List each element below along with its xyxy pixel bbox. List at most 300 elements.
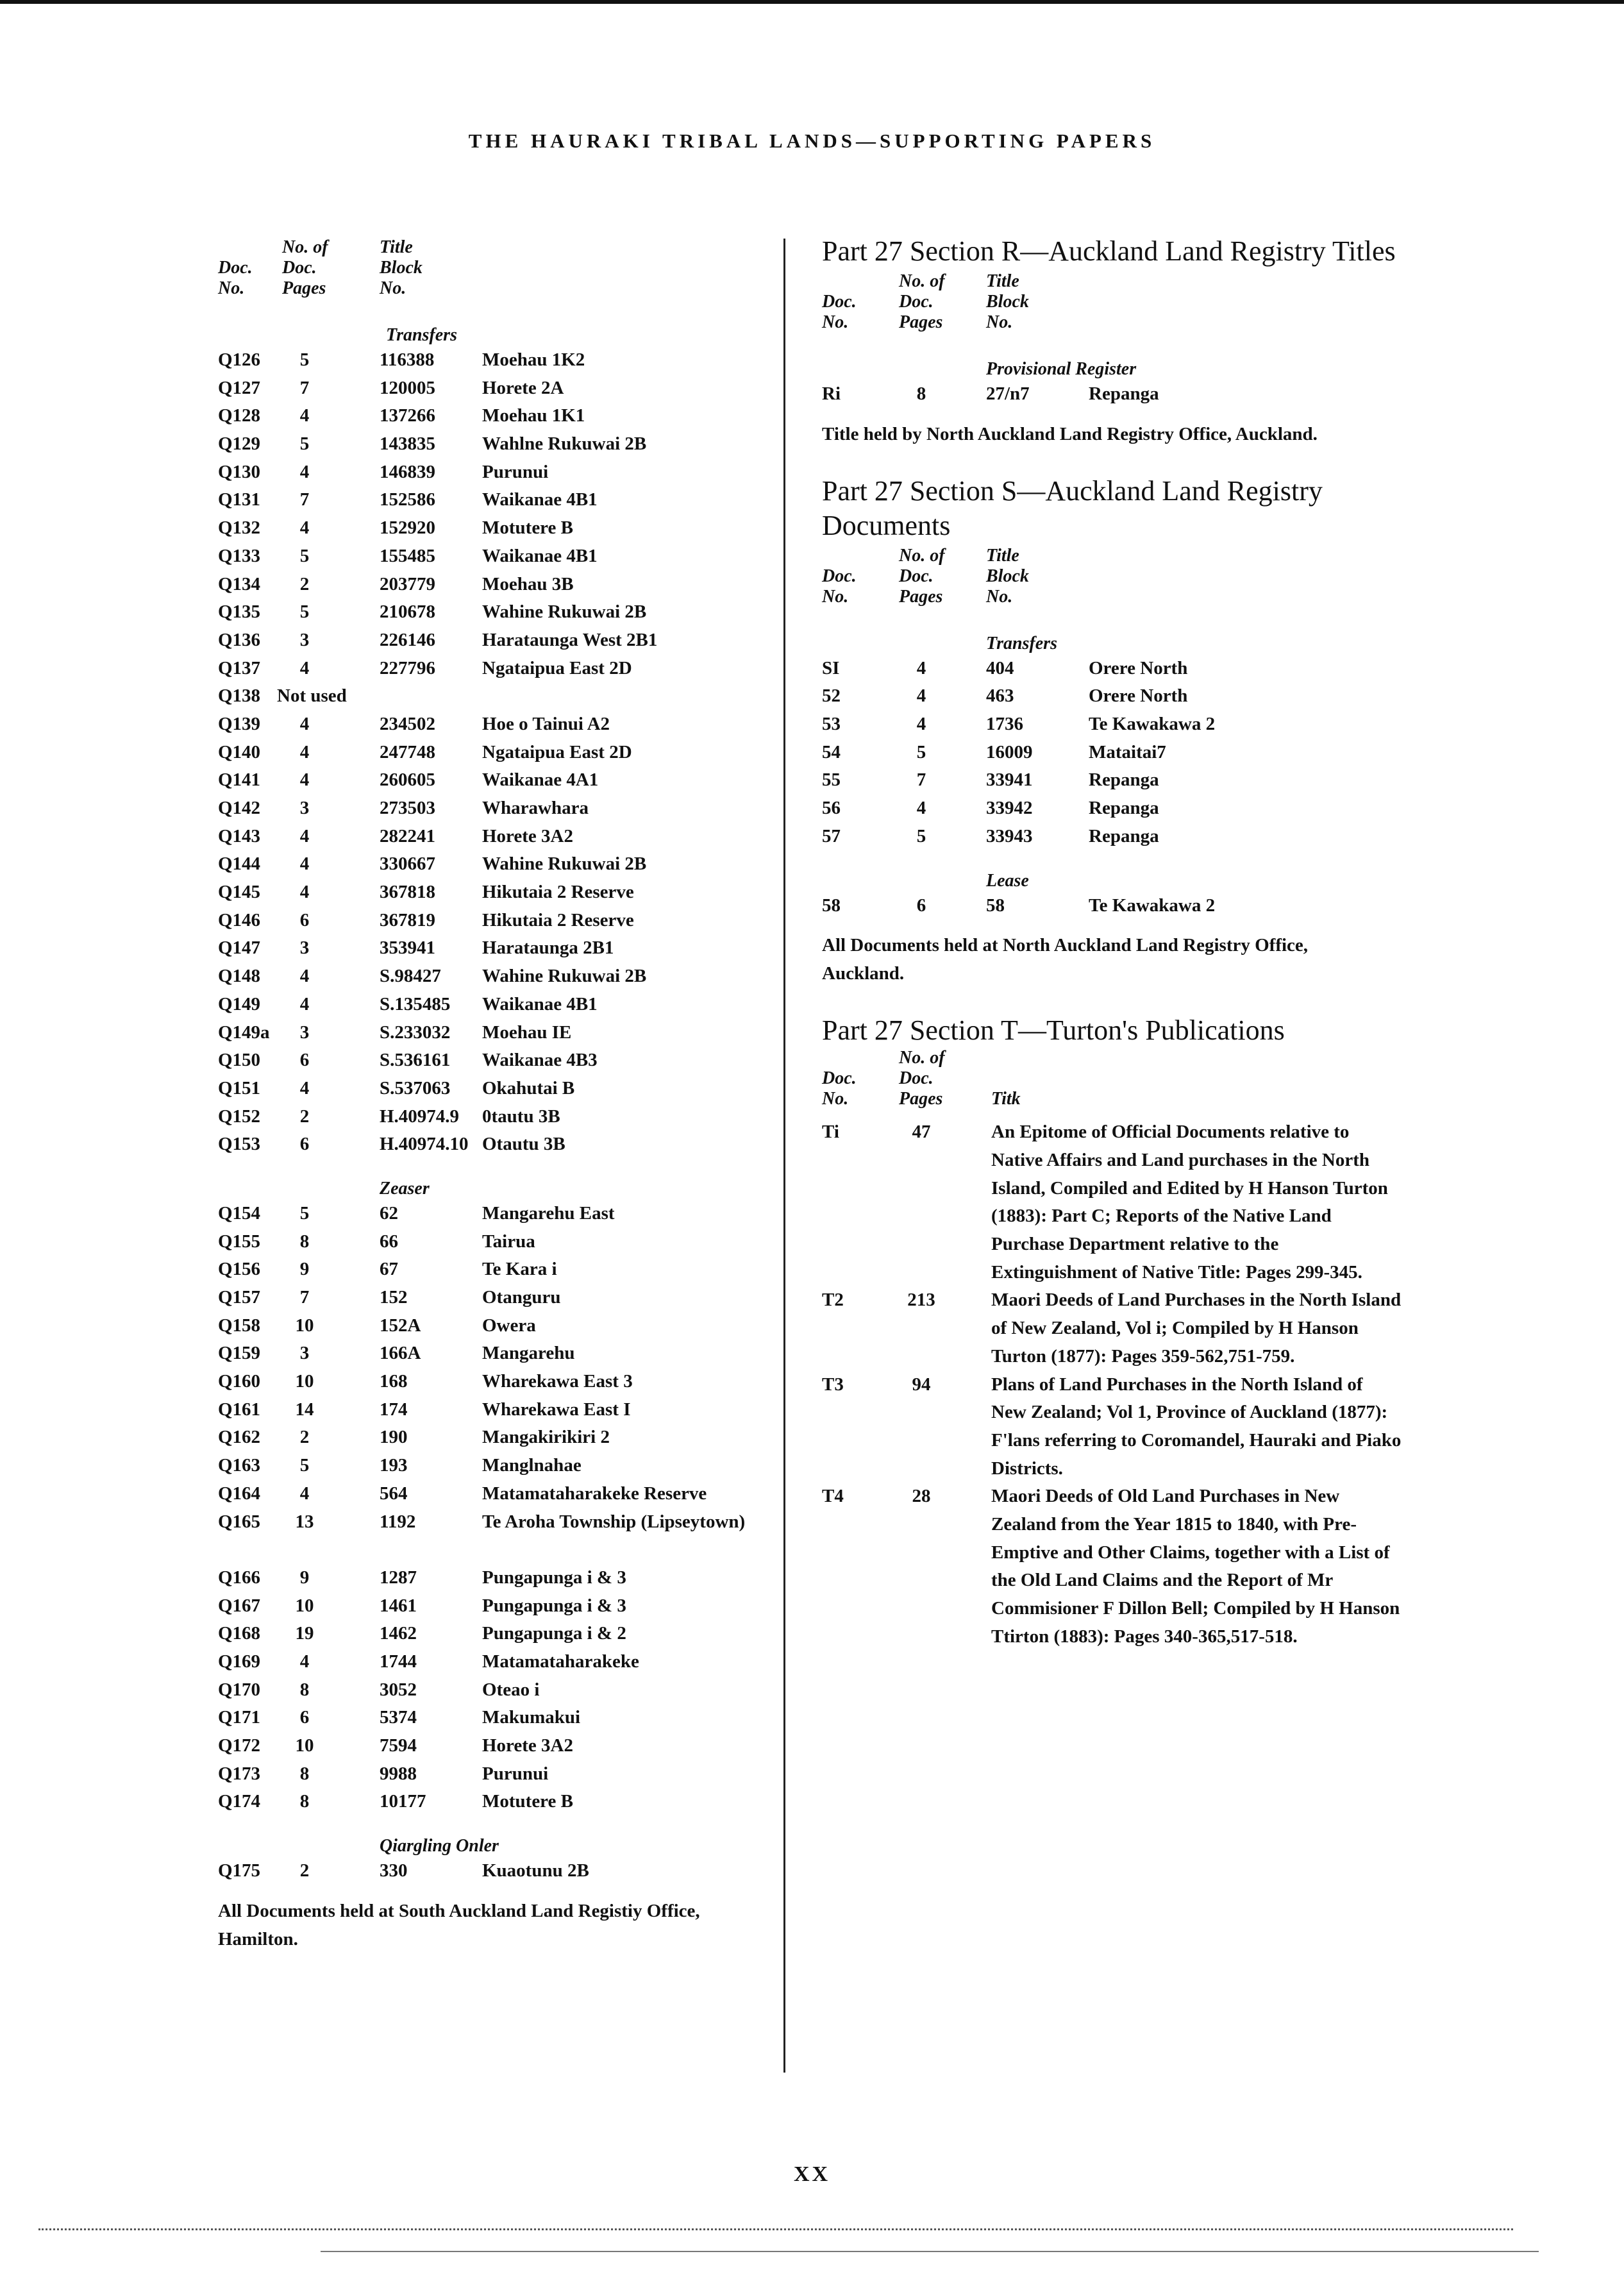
- cell-name: Makumakui: [482, 1707, 581, 1728]
- table-row: [822, 795, 1399, 823]
- header-doc-no: Doc. No.: [218, 258, 253, 298]
- cell-doc-no: 58: [822, 895, 841, 916]
- table-row: [218, 1368, 769, 1396]
- cell-pages: 3: [299, 938, 310, 959]
- cell-doc-no: Q147: [218, 938, 261, 959]
- cell-block: 174: [380, 1399, 408, 1420]
- running-head: THE HAURAKI TRIBAL LANDS—SUPPORTING PAPERS: [468, 130, 1156, 152]
- r-group-label: Provisional Register: [986, 359, 1137, 379]
- cell-doc-no: 55: [822, 770, 841, 791]
- page-number: XX: [793, 2162, 831, 2186]
- cell-block: 234502: [380, 713, 435, 734]
- cell-name: Pungapunga i & 3: [482, 1567, 626, 1588]
- table-row: [218, 1676, 769, 1704]
- cell-pages: 3: [299, 798, 310, 818]
- table-row: [218, 1424, 769, 1452]
- cell-block: 143835: [380, 433, 435, 455]
- cell-doc-no: Ti: [822, 1122, 839, 1143]
- cell-doc-no: Q166: [218, 1567, 261, 1588]
- cell-doc-no: Q137: [218, 657, 261, 678]
- section-t-body: [822, 1118, 1402, 1651]
- cell-doc-no: Ri: [822, 383, 841, 404]
- table-row: [218, 486, 769, 514]
- section-s-body-2: [822, 892, 1399, 920]
- cell-name: Tairua: [482, 1231, 535, 1252]
- cell-name: Wharekawa East I: [482, 1399, 631, 1420]
- cell-pages: 4: [299, 993, 310, 1014]
- table-row: [218, 430, 769, 459]
- scan-rule: [321, 2251, 1539, 2252]
- table-row: [218, 1788, 769, 1816]
- cell-doc-no: Q133: [218, 545, 261, 566]
- table-row: [822, 892, 1399, 920]
- table-row: [822, 1371, 1402, 1483]
- cell-block: 330: [380, 1860, 408, 1881]
- cell-pages: 213: [907, 1290, 935, 1311]
- cell-block: 282241: [380, 825, 435, 846]
- cell-block: 66: [380, 1231, 398, 1252]
- section-t-header: [822, 1048, 1399, 1118]
- cell-pages: Not used: [277, 686, 347, 707]
- table-row: [218, 907, 769, 935]
- cell-doc-no: Q145: [218, 882, 261, 903]
- section-s-body: [822, 655, 1399, 851]
- t-header-doc-no: Doc. No.: [822, 1068, 857, 1109]
- cell-block: 62: [380, 1202, 398, 1224]
- cell-block: 7594: [380, 1735, 417, 1756]
- cell-name: Moehau 3B: [482, 573, 574, 594]
- t-header-doc-pages: No. of Doc. Pages: [899, 1048, 945, 1109]
- cell-block: 120005: [380, 377, 435, 398]
- cell-block: 168: [380, 1371, 408, 1392]
- cell-pages: 28: [912, 1486, 931, 1507]
- cell-doc-no: Q160: [218, 1371, 261, 1392]
- table-row: [218, 766, 769, 795]
- cell-doc-no: Q127: [218, 377, 261, 398]
- table-row: [218, 963, 769, 991]
- t-header-title: Titk: [991, 1089, 1021, 1109]
- table-row: [822, 711, 1399, 739]
- cell-pages: 4: [299, 825, 310, 846]
- cell-doc-no: Q172: [218, 1735, 261, 1756]
- cell-pages: 47: [912, 1122, 931, 1143]
- cell-pages: 8: [916, 383, 926, 404]
- cell-name: Repanga: [1089, 825, 1159, 846]
- cell-pages: 4: [916, 657, 926, 678]
- table-row: [218, 543, 769, 571]
- left-note: All Documents held at South Auckland Land Registiy Office, Hamilton.: [218, 1900, 700, 1949]
- cell-doc-no: Q144: [218, 854, 261, 875]
- cell-block: An Epitome of Official Documents relative to Native Affairs and Land purchases in the North Island, Compiled and Edited by H Hanson Turton (1883): Part C; Reports of the Native Land Purchase Department relative to the Extinguishment of Native Title: Pages 299-345.: [991, 1122, 1388, 1283]
- cell-block: 166A: [380, 1343, 421, 1364]
- section-s-title: Part 27 Section S—Auckland Land Registry Documents: [822, 475, 1323, 541]
- cell-doc-no: Q140: [218, 741, 261, 762]
- cell-block: 227796: [380, 657, 435, 678]
- table-row: [218, 459, 769, 487]
- section-r-body: [822, 380, 1399, 408]
- table-row: [218, 655, 769, 683]
- cell-name: Hoe o Tainui A2: [482, 713, 610, 734]
- cell-doc-no: Q155: [218, 1231, 261, 1252]
- cell-name: Mangarehu East: [482, 1202, 615, 1224]
- cell-doc-no: Q171: [218, 1707, 261, 1728]
- section-r-header: [822, 271, 1399, 348]
- table-row: [218, 934, 769, 963]
- cell-pages: 9: [299, 1259, 310, 1280]
- scan-noise: [38, 2228, 1513, 2230]
- column-divider: [783, 239, 785, 2073]
- table-row: [822, 1118, 1399, 1286]
- table-row: [218, 1592, 769, 1620]
- cell-block: 273503: [380, 798, 435, 818]
- cell-name: Hikutaia 2 Reserve: [482, 909, 634, 930]
- cell-block: 33942: [986, 798, 1033, 819]
- table-row: [218, 823, 769, 851]
- table-row: [822, 739, 1399, 767]
- cell-doc-no: Q152: [218, 1106, 261, 1127]
- cell-pages: 4: [299, 770, 310, 791]
- table-row: [218, 1480, 769, 1508]
- table-row: [822, 380, 1399, 408]
- cell-name: Moehau IE: [482, 1022, 572, 1043]
- table-row: [218, 514, 769, 543]
- table-row: [218, 346, 769, 374]
- table-row: [822, 823, 1399, 851]
- cell-doc-no: Q139: [218, 713, 261, 734]
- cell-pages: 2: [299, 573, 310, 594]
- cell-name: Repanga: [1089, 798, 1159, 819]
- cell-block: 404: [986, 657, 1014, 678]
- cell-block: 564: [380, 1483, 408, 1504]
- left-table-body: [218, 314, 769, 1885]
- cell-block: 3052: [380, 1679, 417, 1700]
- cell-doc-no: Q141: [218, 770, 261, 791]
- section-s-header: [822, 546, 1399, 623]
- table-row: [218, 1452, 769, 1480]
- cell-pages: 3: [299, 1343, 310, 1364]
- cell-pages: 4: [299, 1651, 310, 1672]
- cell-name: Mangakirikiri 2: [482, 1427, 610, 1448]
- cell-name: Orere North: [1089, 657, 1188, 678]
- cell-block: 155485: [380, 545, 435, 566]
- cell-name: Hikutaia 2 Reserve: [482, 882, 634, 903]
- table-row: [218, 627, 769, 655]
- cell-block: 116388: [380, 349, 435, 370]
- cell-block: 137266: [380, 405, 435, 426]
- s-group-label-2: Lease: [986, 870, 1029, 891]
- group-label: Qiargling Onler: [380, 1836, 499, 1856]
- table-row: [218, 1732, 769, 1760]
- table-row: [218, 1103, 769, 1131]
- cell-block: H.40974.9: [380, 1106, 460, 1127]
- cell-doc-no: Q161: [218, 1399, 261, 1420]
- table-row: [218, 711, 769, 739]
- table-row: [218, 1704, 769, 1732]
- cell-name: Motutere B: [482, 1791, 573, 1812]
- cell-doc-no: Q159: [218, 1343, 261, 1364]
- table-row: [218, 1200, 769, 1228]
- r-header-title-block: Title Block No.: [986, 271, 1029, 332]
- cell-doc-no: Q138: [218, 686, 261, 707]
- table-row: [218, 1760, 769, 1788]
- table-row: [822, 682, 1399, 711]
- cell-doc-no: Q149a: [218, 1022, 270, 1043]
- cell-doc-no: Q132: [218, 518, 261, 539]
- cell-name: Waikanae 4B1: [482, 545, 598, 566]
- cell-doc-no: Q154: [218, 1202, 261, 1224]
- cell-block: 152A: [380, 1315, 421, 1336]
- cell-doc-no: T2: [822, 1290, 844, 1311]
- table-row: [218, 1047, 769, 1075]
- cell-name: Pungapunga i & 3: [482, 1595, 626, 1616]
- cell-pages: 5: [299, 602, 310, 623]
- cell-block: 367818: [380, 882, 435, 903]
- cell-name: Wahlne Rukuwai 2B: [482, 433, 647, 455]
- cell-doc-no: Q149: [218, 993, 261, 1014]
- section-r-note: Title held by North Auckland Land Registry Office, Auckland.: [822, 423, 1318, 444]
- cell-block: 260605: [380, 770, 435, 791]
- cell-pages: 7: [299, 1287, 310, 1308]
- cell-block: 1462: [380, 1623, 417, 1644]
- cell-block: 9988: [380, 1763, 417, 1784]
- cell-pages: 4: [916, 714, 926, 735]
- cell-doc-no: Q143: [218, 825, 261, 846]
- table-row: [218, 739, 769, 767]
- cell-block: 58: [986, 895, 1005, 916]
- group-label: Zeaser: [380, 1178, 430, 1199]
- cell-pages: 4: [299, 461, 310, 482]
- cell-name: Wahine Rukuwai 2B: [482, 854, 647, 875]
- table-row: [822, 1286, 1402, 1370]
- cell-doc-no: SI: [822, 657, 840, 678]
- cell-name: Repanga: [1089, 383, 1159, 404]
- table-row: [218, 1075, 769, 1103]
- cell-pages: 4: [299, 518, 310, 539]
- cell-doc-no: Q167: [218, 1595, 261, 1616]
- cell-doc-no: Q162: [218, 1427, 261, 1448]
- cell-block: 67: [380, 1259, 398, 1280]
- group-label: Transfers: [386, 325, 457, 345]
- cell-name: Repanga: [1089, 770, 1159, 791]
- cell-name: Wahine Rukuwai 2B: [482, 966, 647, 987]
- cell-doc-no: Q163: [218, 1455, 261, 1476]
- cell-pages: 4: [299, 1483, 310, 1504]
- cell-pages: 9: [299, 1567, 310, 1588]
- table-row: [218, 795, 769, 823]
- cell-doc-no: T4: [822, 1486, 844, 1507]
- table-row: [218, 1508, 769, 1564]
- cell-name: Waikanae 4B3: [482, 1050, 598, 1071]
- table-row: [822, 766, 1399, 795]
- cell-block: 152920: [380, 518, 435, 539]
- cell-block: 33943: [986, 825, 1033, 846]
- cell-block: S.98427: [380, 966, 441, 987]
- cell-name: Harataunga 2B1: [482, 938, 614, 959]
- cell-name: Manglnahae: [482, 1455, 582, 1476]
- cell-name: Ngataipua East 2D: [482, 741, 632, 762]
- cell-doc-no: T3: [822, 1374, 844, 1395]
- cell-block: Plans of Land Purchases in the North Island of New Zealand; Vol 1, Province of Auckland (1877): F'lans referring to Coromandel, Hauraki and Piako Districts.: [991, 1374, 1402, 1479]
- cell-doc-no: Q129: [218, 433, 261, 455]
- table-row: [218, 1256, 769, 1284]
- cell-block: Maori Deeds of Land Purchases in the North Island of New Zealand, Vol i; Compiled by H Hanson Turton (1877): Pages 359-562,751-759.: [991, 1290, 1402, 1367]
- cell-pages: 2: [299, 1860, 310, 1881]
- section-t-title: Part 27 Section T—Turton's Publications: [822, 1014, 1285, 1047]
- cell-name: Moehau 1K1: [482, 405, 585, 426]
- cell-block: 247748: [380, 741, 435, 762]
- cell-name: Pungapunga i & 2: [482, 1623, 626, 1644]
- cell-name: Te Aroha Township (Lipseytown): [482, 1511, 746, 1532]
- cell-doc-no: Q150: [218, 1050, 261, 1071]
- cell-doc-no: Q157: [218, 1287, 261, 1308]
- cell-name: Purunui: [482, 461, 549, 482]
- cell-name: Horete 2A: [482, 377, 564, 398]
- cell-block: 146839: [380, 461, 435, 482]
- cell-doc-no: 52: [822, 686, 841, 707]
- cell-name: Orere North: [1089, 686, 1188, 707]
- cell-pages: 94: [912, 1374, 931, 1395]
- left-table-header: [218, 237, 769, 314]
- table-row: [218, 402, 769, 430]
- cell-name: Moehau 1K2: [482, 349, 585, 370]
- cell-pages: 8: [299, 1791, 310, 1812]
- cell-name: 0tautu 3B: [482, 1106, 560, 1127]
- table-row: [218, 1564, 769, 1592]
- table-row: [218, 1648, 769, 1676]
- table-row: [218, 850, 769, 879]
- section-r-title: Part 27 Section R—Auckland Land Registry Titles: [822, 235, 1396, 267]
- cell-doc-no: Q164: [218, 1483, 261, 1504]
- cell-pages: 5: [299, 433, 310, 455]
- cell-pages: 5: [299, 349, 310, 370]
- cell-doc-no: Q168: [218, 1623, 261, 1644]
- cell-block: 193: [380, 1455, 408, 1476]
- cell-doc-no: 57: [822, 825, 841, 846]
- left-column: [218, 237, 769, 1953]
- table-row: [218, 598, 769, 627]
- cell-name: Matamataharakeke: [482, 1651, 639, 1672]
- cell-doc-no: Q165: [218, 1511, 261, 1532]
- cell-name: Motutere B: [482, 518, 573, 539]
- cell-pages: 7: [299, 489, 310, 510]
- cell-pages: 10: [295, 1735, 314, 1756]
- cell-name: Otautu 3B: [482, 1134, 565, 1155]
- cell-pages: 4: [916, 798, 926, 819]
- cell-doc-no: Q151: [218, 1077, 261, 1098]
- cell-block: 367819: [380, 909, 435, 930]
- cell-block: 330667: [380, 854, 435, 875]
- cell-block: S.135485: [380, 993, 451, 1014]
- cell-pages: 8: [299, 1231, 310, 1252]
- cell-name: Owera: [482, 1315, 536, 1336]
- cell-pages: 4: [299, 882, 310, 903]
- table-row: [218, 1620, 769, 1648]
- cell-doc-no: Q175: [218, 1860, 261, 1881]
- table-row: [218, 1284, 769, 1312]
- cell-pages: 5: [299, 545, 310, 566]
- table-row: [218, 1228, 769, 1256]
- cell-name: Waikanae 4A1: [482, 770, 599, 791]
- cell-pages: 3: [299, 1022, 310, 1043]
- cell-pages: 6: [299, 909, 310, 930]
- cell-block: 33941: [986, 770, 1033, 791]
- s-header-doc-no: Doc. No.: [822, 566, 857, 607]
- cell-pages: 4: [299, 741, 310, 762]
- cell-doc-no: Q169: [218, 1651, 261, 1672]
- cell-block: 5374: [380, 1707, 417, 1728]
- cell-name: Te Kawakawa 2: [1089, 714, 1216, 735]
- cell-pages: 4: [299, 713, 310, 734]
- cell-pages: 4: [299, 1077, 310, 1098]
- cell-block: 1192: [380, 1511, 416, 1532]
- cell-name: Mataitai7: [1089, 741, 1166, 762]
- cell-name: Oteao i: [482, 1679, 540, 1700]
- cell-block: 1287: [380, 1567, 417, 1588]
- s-header-doc-pages: No. of Doc. Pages: [899, 545, 945, 607]
- cell-pages: 4: [299, 405, 310, 426]
- cell-block: 463: [986, 686, 1014, 707]
- table-row: [218, 1131, 769, 1159]
- cell-pages: 4: [916, 686, 926, 707]
- cell-block: Maori Deeds of Old Land Purchases in New Zealand from the Year 1815 to 1840, with Pre-Emptive and Other Claims, together with a List of the Old Land Claims and the Report of Mr Commisioner F Dillon Bell; Compiled by H Hanson Ttirton (1883): Pages 340-365,517-518.: [991, 1486, 1400, 1647]
- cell-pages: 8: [299, 1679, 310, 1700]
- cell-name: Wahine Rukuwai 2B: [482, 602, 647, 623]
- cell-name: Waikanae 4B1: [482, 489, 598, 510]
- cell-block: 10177: [380, 1791, 426, 1812]
- cell-pages: 6: [916, 895, 926, 916]
- cell-doc-no: Q148: [218, 966, 261, 987]
- cell-name: Ngataipua East 2D: [482, 657, 632, 678]
- cell-doc-no: 54: [822, 741, 841, 762]
- table-row: [218, 1019, 769, 1047]
- cell-doc-no: Q153: [218, 1134, 261, 1155]
- cell-name: Matamataharakeke Reserve: [482, 1483, 707, 1504]
- cell-block: 16009: [986, 741, 1033, 762]
- cell-pages: 2: [299, 1427, 310, 1448]
- header-title-block: Title Block No.: [380, 237, 423, 298]
- top-rule: [0, 0, 1624, 4]
- cell-pages: 6: [299, 1050, 310, 1071]
- table-row: [218, 1340, 769, 1368]
- cell-block: H.40974.10: [380, 1134, 469, 1155]
- cell-pages: 6: [299, 1134, 310, 1155]
- cell-pages: 10: [295, 1371, 314, 1392]
- cell-name: Harataunga West 2B1: [482, 629, 658, 650]
- cell-block: 1461: [380, 1595, 417, 1616]
- cell-block: 152586: [380, 489, 435, 510]
- cell-doc-no: Q131: [218, 489, 261, 510]
- cell-block: S.536161: [380, 1050, 451, 1071]
- cell-pages: 5: [916, 825, 926, 846]
- r-header-doc-no: Doc. No.: [822, 292, 857, 332]
- cell-name: Wharawhara: [482, 798, 589, 818]
- table-row: [822, 1483, 1399, 1651]
- table-row: [218, 571, 769, 599]
- cell-pages: 13: [295, 1511, 314, 1532]
- s-group-label: Transfers: [986, 633, 1057, 653]
- cell-pages: 7: [299, 377, 310, 398]
- cell-block: 1736: [986, 714, 1023, 735]
- cell-name: Horete 3A2: [482, 825, 573, 846]
- cell-doc-no: Q158: [218, 1315, 261, 1336]
- cell-pages: 10: [295, 1315, 314, 1336]
- cell-pages: 4: [299, 657, 310, 678]
- cell-block: S.233032: [380, 1022, 451, 1043]
- cell-pages: 2: [299, 1106, 310, 1127]
- cell-doc-no: Q134: [218, 573, 261, 594]
- cell-doc-no: Q174: [218, 1791, 261, 1812]
- section-s-note: All Documents held at North Auckland Land Registry Office, Auckland.: [822, 935, 1309, 984]
